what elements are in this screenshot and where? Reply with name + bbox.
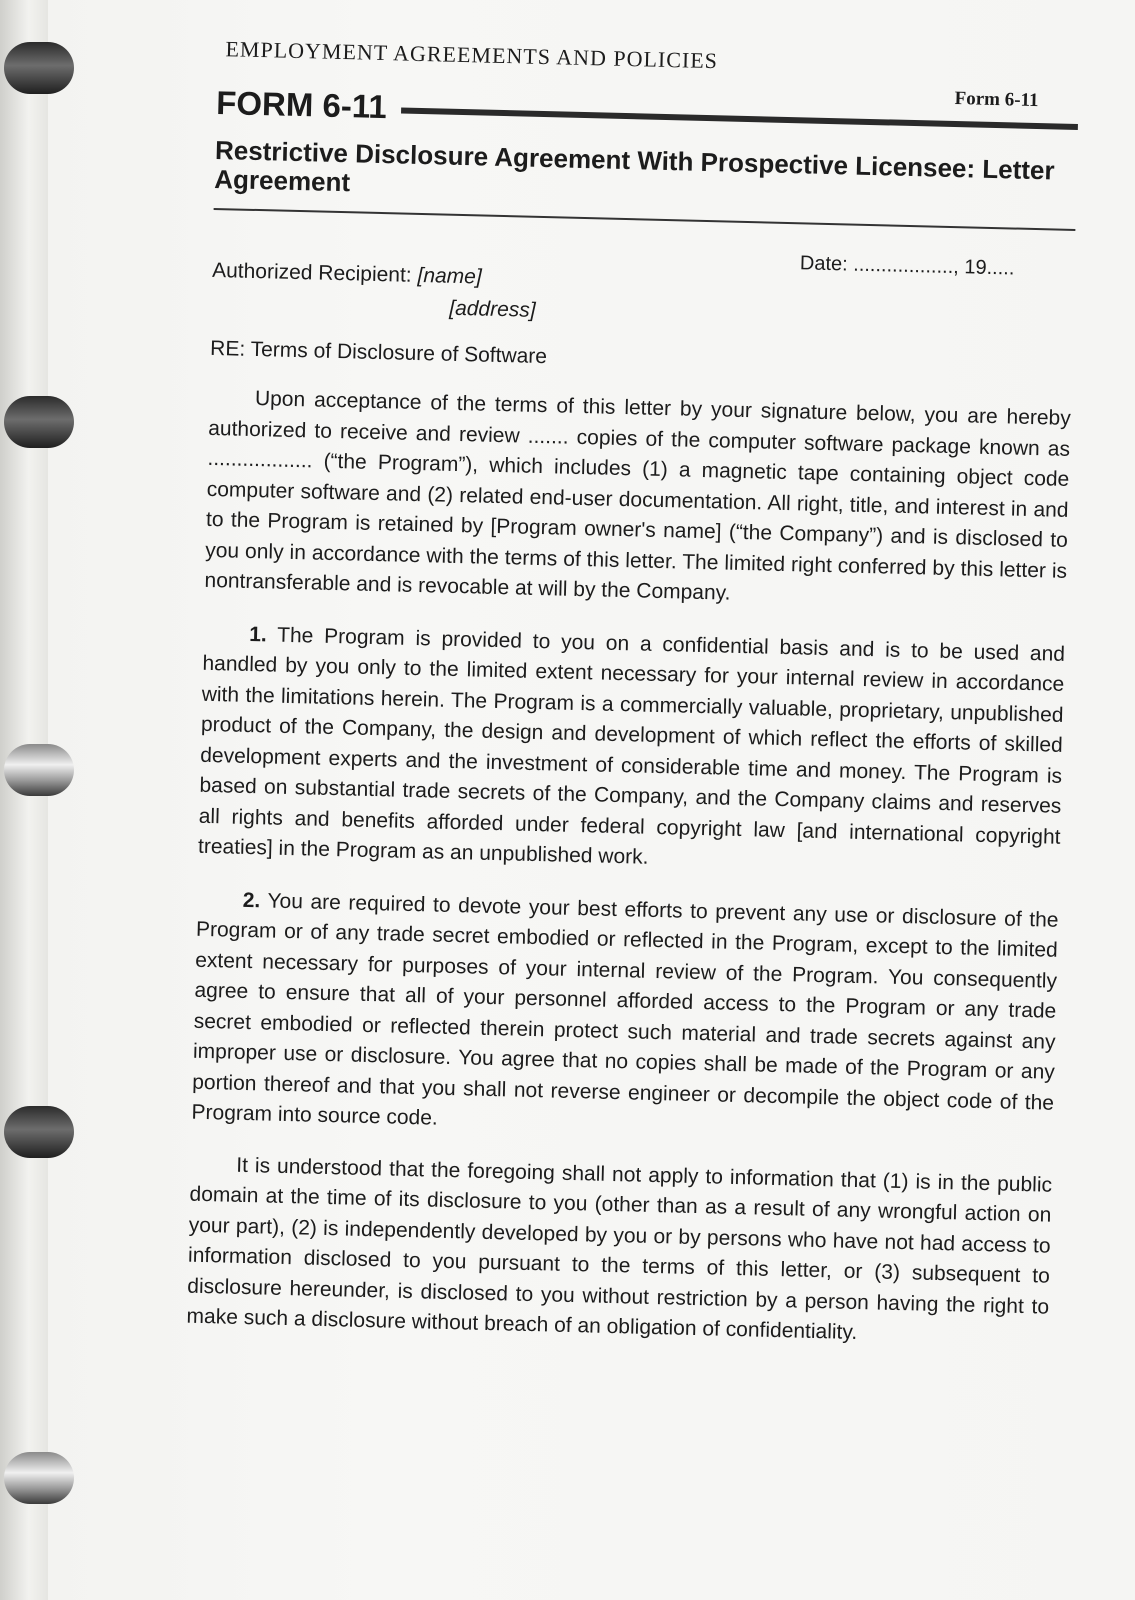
binder-ring bbox=[4, 1452, 74, 1504]
running-head: EMPLOYMENT AGREEMENTS AND POLICIES bbox=[225, 36, 719, 74]
date-blank: .................., 19..... bbox=[853, 253, 1015, 280]
recipient-name: [name] bbox=[417, 263, 482, 289]
form-tag: Form 6-11 bbox=[954, 88, 1039, 112]
recipient-label: Authorized Recipient: bbox=[211, 258, 412, 287]
document-body bbox=[186, 30, 1080, 1374]
clause-1 bbox=[198, 618, 1066, 883]
binder-ring bbox=[4, 42, 74, 94]
binder-ring bbox=[4, 396, 74, 448]
clause-text: You are required to devote your best efforts to prevent any use or disclosure of the Program or of any trade secret embodied or reflected in the Program, except to the limited extent necessary for purposes of your internal review of the Program. You consequently agree to ensure that all of your personnel afforded access to the Program or any trade secret embodied or reflected therein protect such material and trade secrets against any improper use or disclosure. You agree that no copies shall be made of the Program or any portion thereof and that you shall not reverse engineer or decompile the object code of the Program into source code. bbox=[191, 888, 1059, 1130]
binder-edge bbox=[0, 0, 52, 1600]
heading-rule bbox=[401, 107, 1078, 130]
binder-ring bbox=[4, 744, 74, 796]
binder-ring bbox=[4, 1106, 74, 1158]
intro-paragraph: Upon acceptance of the terms of this letter by your signature below, you are hereby authorized to receive and review ....... copies of the computer software package known as .................. (“the Program”), which includes (1) a magnetic tape containing object code computer software and (2) related end-user documentation. All right, title, and interest in and to the Program is retained by [Program owner's name] (“the Company”) and is disclosed to you only in accordance with the terms of this letter. The limited right conferred by this letter is nontransferable and is revocable at will by the Company. bbox=[204, 387, 1072, 605]
clause-number: 2. bbox=[242, 888, 261, 912]
document-title: Restrictive Disclosure Agreement With Prospective Licensee: Letter Agreement bbox=[213, 134, 1055, 198]
form-number: FORM 6-11 bbox=[215, 83, 388, 126]
recipient-address: [address] bbox=[448, 296, 536, 322]
re-line: RE: Terms of Disclosure of Software bbox=[209, 336, 548, 369]
form-heading bbox=[216, 84, 1079, 143]
clause-number: 1. bbox=[248, 622, 268, 646]
clause-2 bbox=[191, 884, 1059, 1149]
clause-exception: It is understood that the foregoing shall not apply to information that (1) is in the public domain at the time of its disclosure to you (other than as a result of any wrongful action on your part), (2) is independently developed by you or by persons who have not had access to information disclosed to you pursuant to the terms of this letter, or (3) subsequent to disclosure hereunder, is disclosed to you without restriction by a person having the right to make such a disclosure without breach of an obligation of confidentiality. bbox=[186, 1153, 1053, 1345]
date-label: Date: bbox=[799, 252, 848, 276]
clause-text: The Program is provided to you on a confidential basis and is to be used and handled by you only to the limited extent necessary for your internal review in accordance with the limitations herein. The Program is a commercially valuable, proprietary, unpublished product of the Company, the design and development of which reflect the efforts of skilled development experts and the investment of considerable time and money. The Program is based on substantial trade secrets of the Company, and the Company claims and reserves all rights and benefits afforded under federal copyright law [and international copyright treaties] in the Program as an unpublished work. bbox=[197, 623, 1066, 869]
